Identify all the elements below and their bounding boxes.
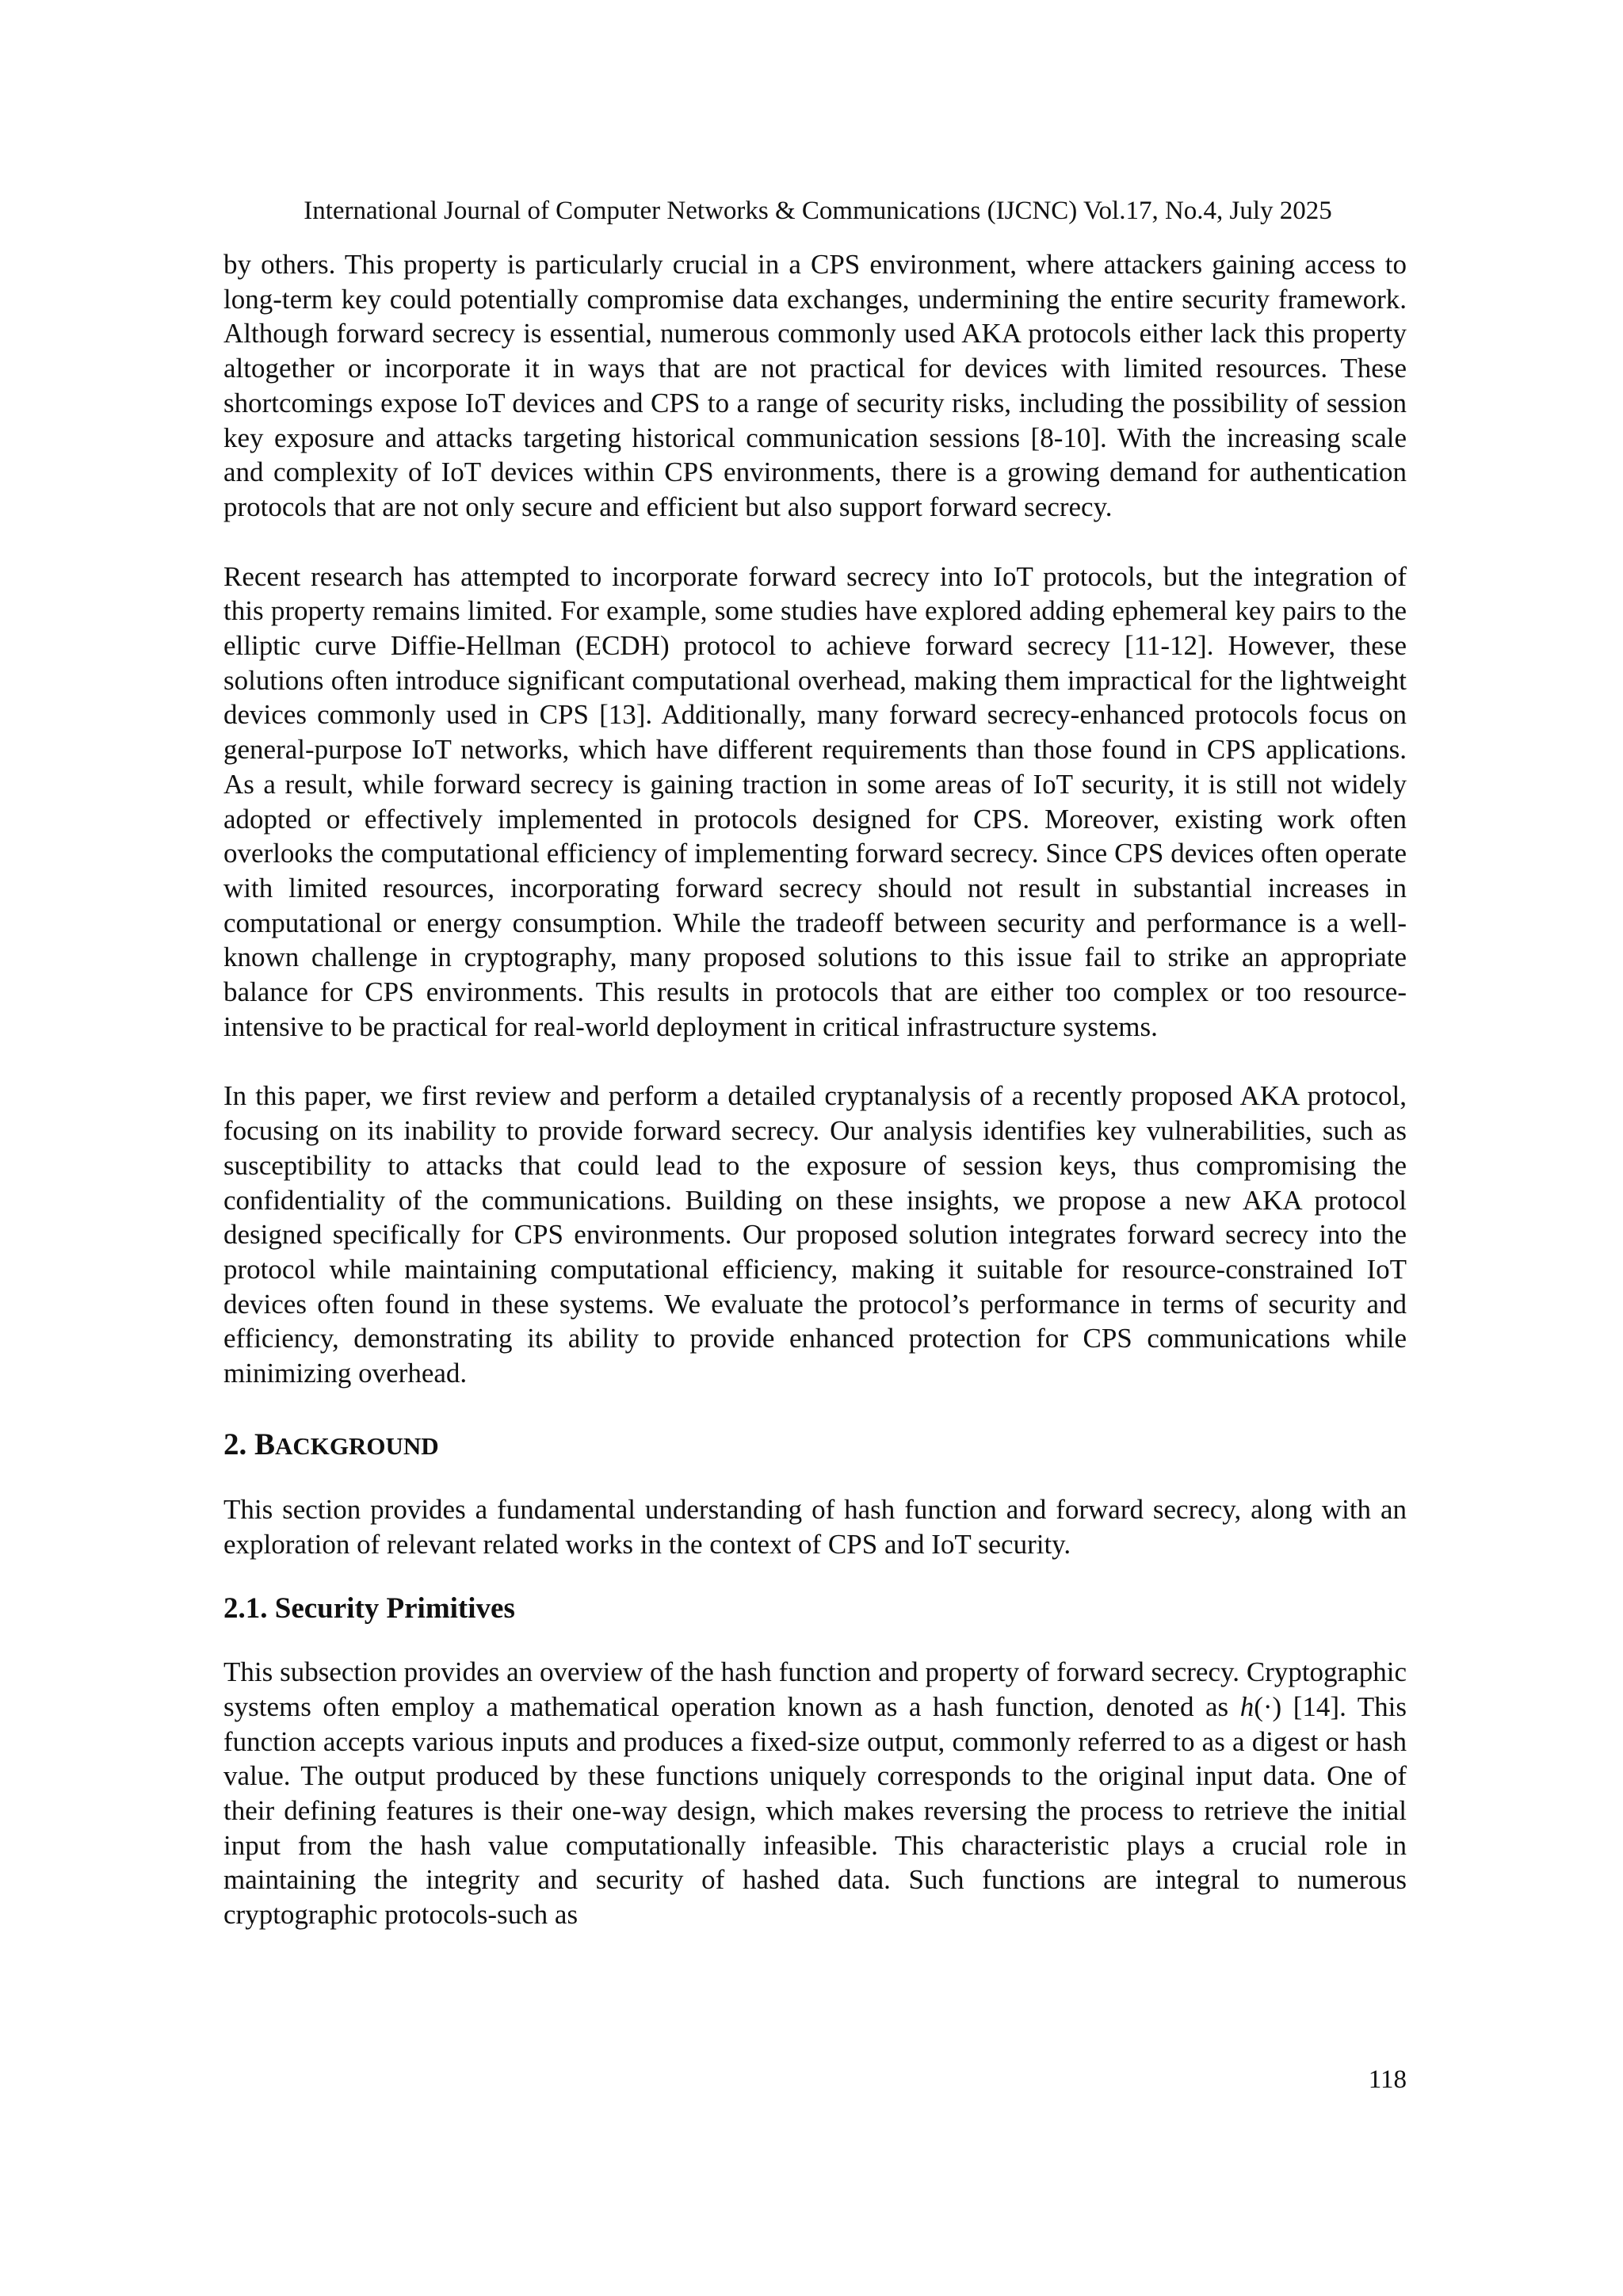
page-number: 118: [1368, 2065, 1407, 2094]
paragraph-background-intro: This section provides a fundamental understanding of hash function and forward secrecy, along with an exploration of relevant related works in the context of CPS and IoT security.: [223, 1493, 1407, 1560]
paragraph-contributions: In this paper, we first review and perform a detailed cryptanalysis of a recently proposed AKA protocol, focusing on its inability to provide forward secrecy. Our analysis identifies key vulnerabilities, such as susceptibility to attacks that could lead to the exposure of session keys, thus compromising the confidentiality of the communications. Building on these insights, we propose a new AKA protocol designed specifically for CPS environments. Our proposed solution integrates forward secrecy into the protocol while maintaining computational efficiency, making it suitable for resource-constrained IoT devices often found in these systems. We evaluate the protocol’s performance in terms of security and efficiency, demonstrating its ability to provide enhanced protection for CPS communications while minimizing overhead.: [223, 1080, 1407, 1389]
paragraph-forward-secrecy-importance: by others. This property is particularly crucial in a CPS environment, where attackers gaining access to long-term key could potentially compromise data exchanges, undermining the entire security framework. Although forward secrecy is essential, numerous commonly used AKA protocols either lack this property altogether or incorporate it in ways that are not practical for devices with limited resources. These shortcomings expose IoT devices and CPS to a range of security risks, including the possibility of session key exposure and attacks targeting historical communication sessions [8-10]. With the increasing scale and complexity of IoT devices within CPS environments, there is a growing demand for authentication protocols that are not only secure and efficient but also support forward secrecy.: [223, 249, 1407, 522]
body-text: [223, 247, 1407, 1932]
paragraph-hash-function: This subsection provides an overview of the hash function and property of forward secrecy. Cryptographic systems often employ a mathematical operation known as a hash function, denoted as h(·) [14]. This function accepts various inputs and produces a fixed-size output, commonly referred to as a digest or hash value. The output produced by these functions uniquely corresponds to the original input data. One of their defining features is their one-way design, which makes reversing the process to retrieve the initial input from the hash value computationally infeasible. This characteristic plays a crucial role in maintaining the integrity and security of hashed data. Such functions are integral to numerous cryptographic protocols-such as: [223, 1656, 1407, 1931]
hash-function-symbol: h: [1239, 1690, 1254, 1722]
paragraph-recent-research: Recent research has attempted to incorporate forward secrecy into IoT protocols, but the integration of this property remains limited. For example, some studies have explored adding ephemeral key pairs to the elliptic curve Diffie-Hellman (ECDH) protocol to achieve forward secrecy [11-12]. However, these solutions often introduce significant computational overhead, making them impractical for the lightweight devices commonly used in CPS [13]. Additionally, many forward secrecy-enhanced protocols focus on general-purpose IoT networks, which have different requirements than those found in CPS applications. As a result, while forward secrecy is gaining traction in some areas of IoT security, it is still not widely adopted or effectively implemented in protocols designed for CPS. Moreover, existing work often overlooks the computational efficiency of implementing forward secrecy. Since CPS devices often operate with limited resources, incorporating forward secrecy should not result in substantial increases in computational or energy consumption. While the tradeoff between security and performance is a well-known challenge in cryptography, many proposed solutions to this issue fail to strike an appropriate balance for CPS environments. This results in protocols that are either too complex or too resource-intensive to be practical for real-world deployment in critical infrastructure systems.: [223, 560, 1407, 1042]
subsection-heading-security-primitives: 2.1. Security Primitives: [223, 1592, 515, 1626]
section-heading-background: 2. BACKGROUND: [223, 1427, 439, 1461]
running-header: International Journal of Computer Networks & Communications (IJCNC) Vol.17, No.4, July 2025: [304, 197, 1332, 225]
